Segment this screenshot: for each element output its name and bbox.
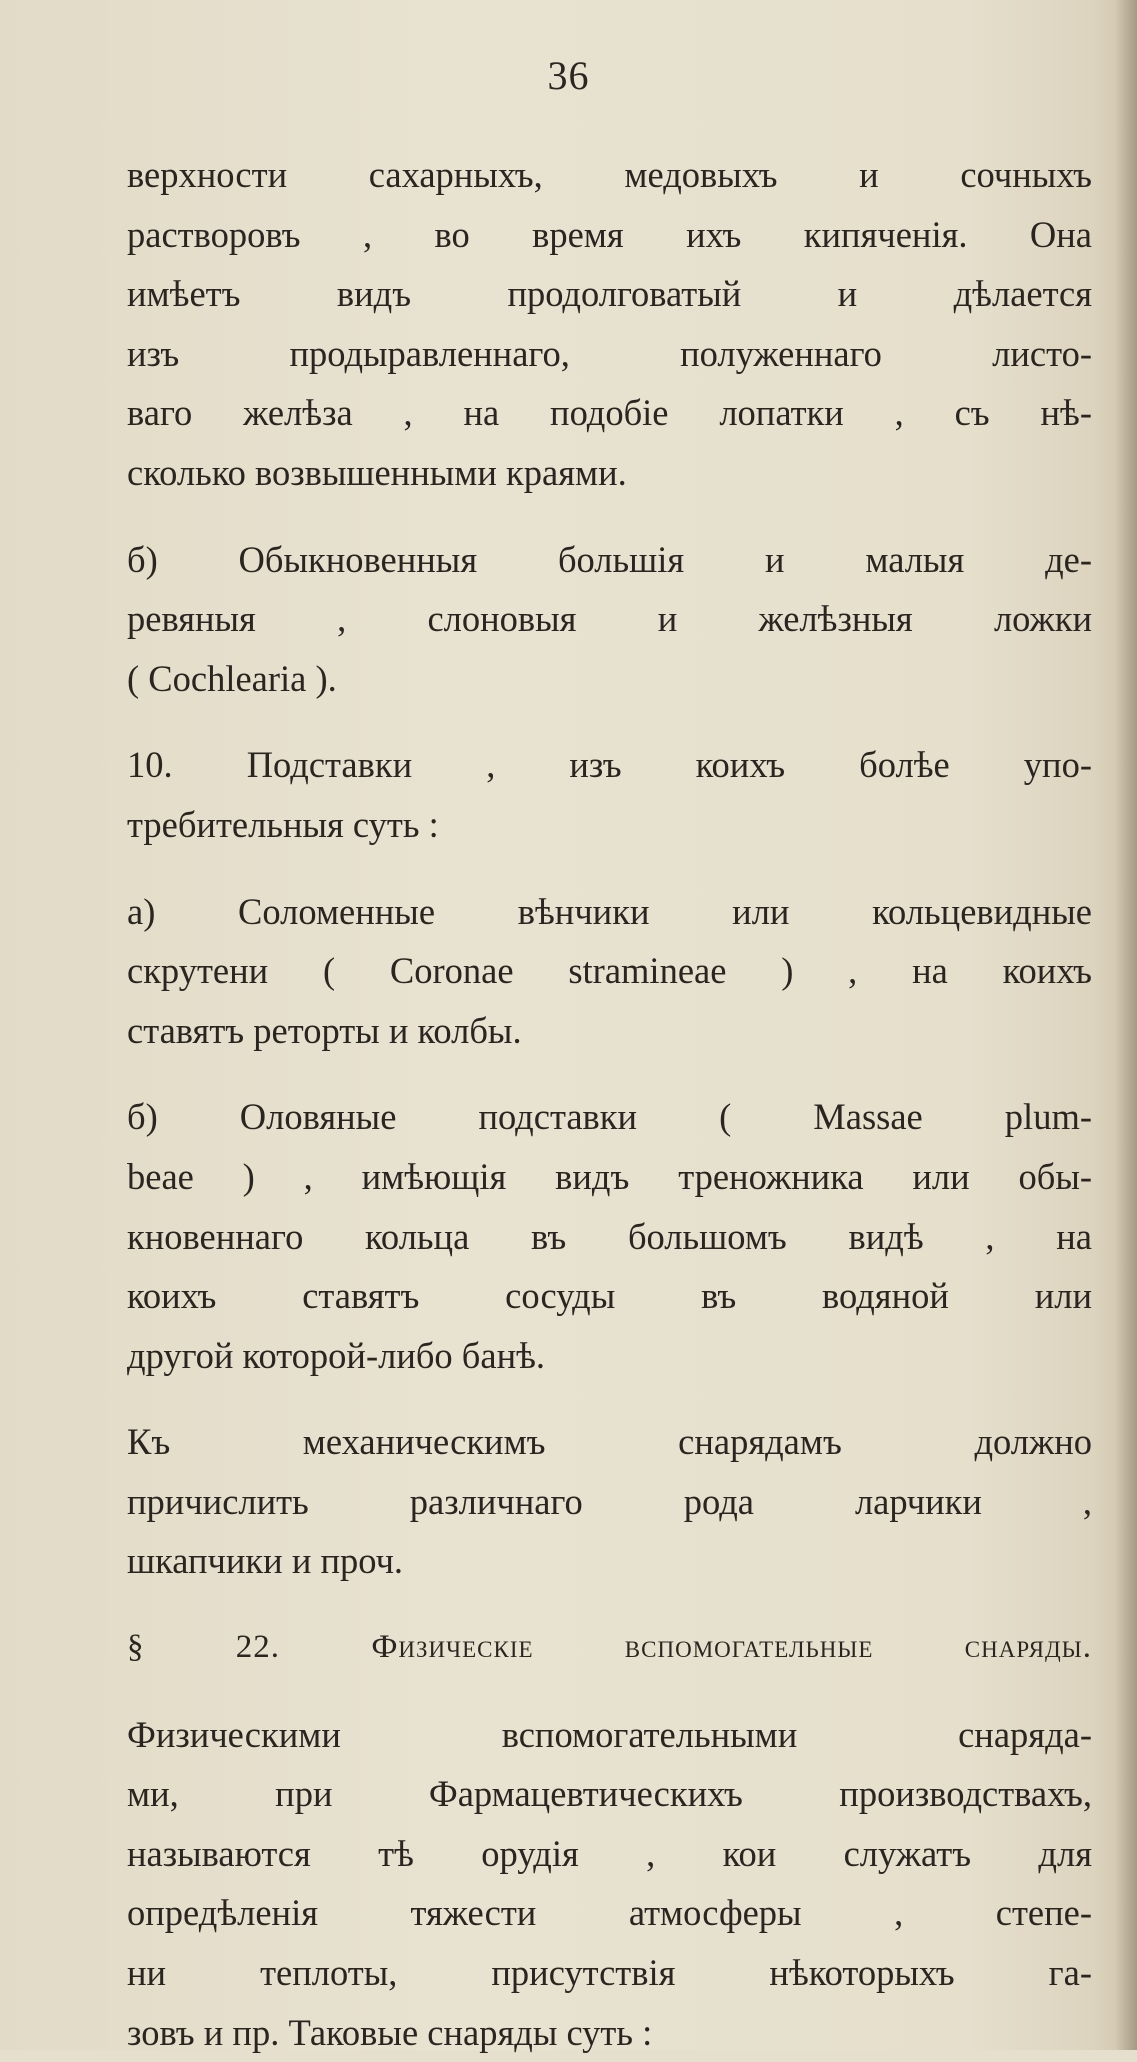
paragraph (127, 1705, 1092, 2062)
text-line: ( Cochlearia ). (127, 657, 337, 699)
paragraph (127, 1412, 1092, 1591)
section-heading (127, 1618, 1092, 1678)
text-line: б) Оловяные подставки ( Massae plum- (127, 1096, 1092, 1138)
paragraph (127, 1087, 1092, 1385)
text-line: ставятъ реторты и колбы. (127, 1009, 522, 1051)
text-line: кновеннаго кольца въ большомъ видѣ , на (127, 1215, 1092, 1257)
paragraph (127, 735, 1092, 854)
text-line: ми, при Фармацевтическихъ производствахъ, (127, 1773, 1092, 1815)
paragraph (127, 530, 1092, 709)
text-line: опредѣленія тяжести атмосферы , степе- (127, 1892, 1092, 1934)
text-line: растворовъ , во время ихъ кипяченія. Она (127, 213, 1092, 255)
text-line: шкапчики и проч. (127, 1540, 404, 1582)
text-line: изъ продыравленнаго, полуженнаго листо- (127, 332, 1092, 374)
text-line: beae ) , имѣющія видъ треножника или обы- (127, 1155, 1092, 1197)
page-edge-shadow (1115, 0, 1137, 2050)
text-line: верхности сахарныхъ, медовыхъ и сочныхъ (127, 154, 1092, 195)
text-line: ваго желѣза , на подобіе лопатки , съ нѣ- (127, 392, 1092, 434)
text-line: ни теплоты, присутствія нѣкоторыхъ га- (127, 1952, 1092, 1994)
text-line: скрутени ( Coronae stramineae ) , на коихъ (127, 950, 1092, 992)
text-line: называются тѣ орудія , кои служатъ для (127, 1832, 1092, 1874)
text-line: требительныя суть : (127, 803, 439, 845)
paragraph (127, 145, 1092, 503)
text-line: сколько возвышенными краями. (127, 451, 627, 493)
text-line: Къ механическимъ снарядамъ должно (127, 1421, 1092, 1463)
text-line: б) Обыкновенныя большія и малыя де- (127, 538, 1092, 580)
page-number: 36 (547, 53, 590, 98)
text-line: зовъ и пр. Таковые снаряды суть : (127, 2011, 653, 2053)
text-line: а) Соломенные вѣнчики или кольцевидные (127, 890, 1092, 932)
text-line: другой которой-либо банѣ. (127, 1334, 546, 1376)
text-line: имѣетъ видъ продолговатый и дѣлается (127, 273, 1092, 315)
text-line: коихъ ставятъ сосуды въ водяной или (127, 1275, 1092, 1317)
page-text (127, 145, 1092, 2062)
text-line: причислить различнаго рода ларчики , (127, 1480, 1092, 1522)
text-line: ревяныя , слоновыя и желѣзныя ложки (127, 598, 1092, 640)
paragraph (127, 882, 1092, 1061)
text-line: 10. Подставки , изъ коихъ болѣе упо- (127, 744, 1092, 786)
text-line: Физическими вспомогательными снаряда- (127, 1713, 1092, 1755)
section-heading-text: § 22. Физическіе вспомогательные снаряды. (127, 1629, 1092, 1666)
